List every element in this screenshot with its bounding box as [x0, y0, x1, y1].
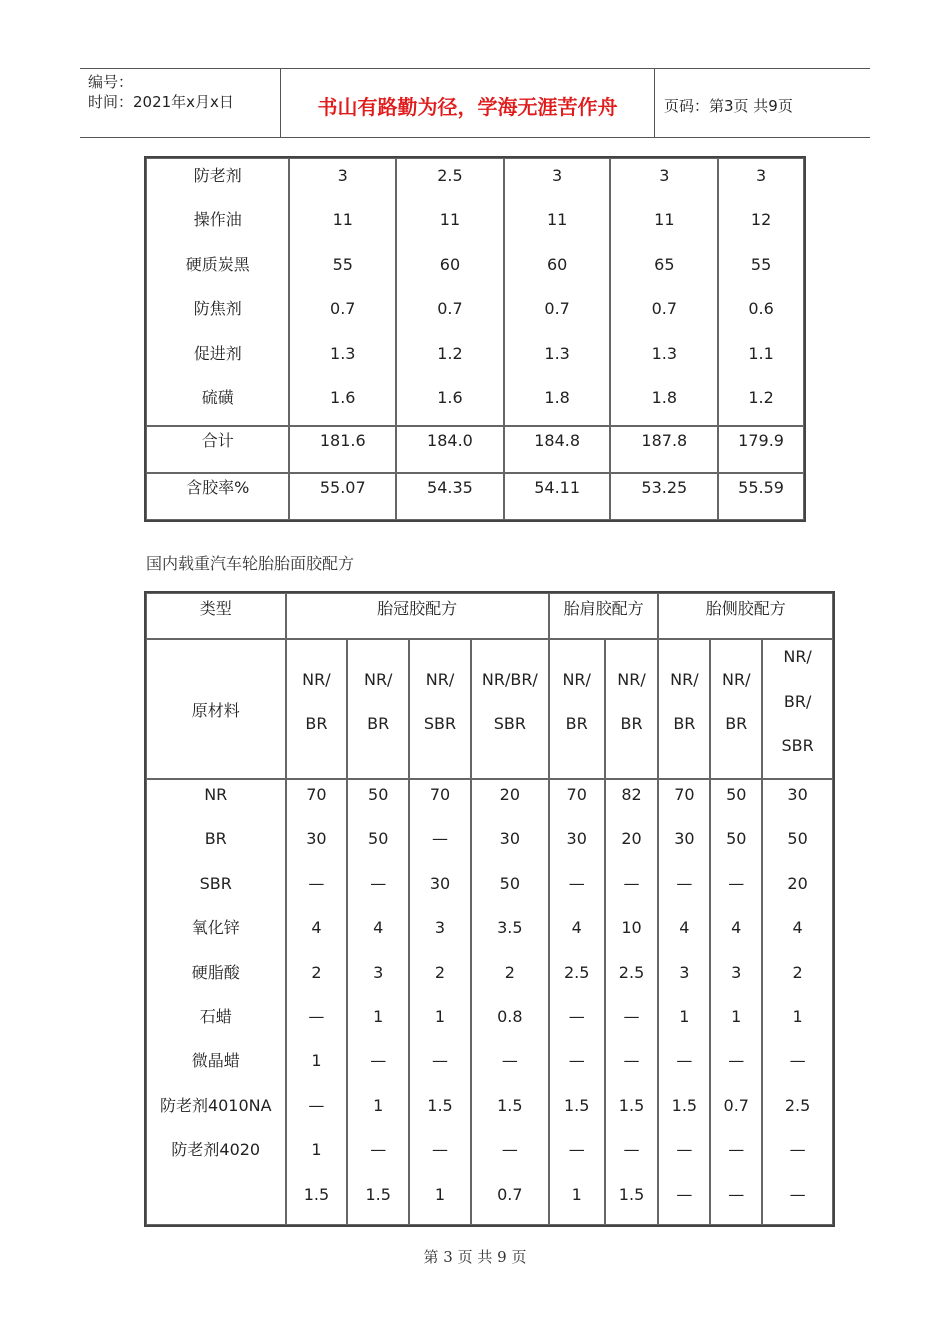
- table-cell: 3.5: [497, 918, 523, 938]
- subheader-line: NR/: [722, 669, 751, 689]
- formula-table-2: [144, 591, 835, 1227]
- table-cell: 20: [621, 829, 642, 849]
- table-cell: 1.2: [437, 343, 463, 363]
- table-cell: —: [308, 873, 325, 893]
- value-column: [409, 779, 471, 1225]
- subheader-line: BR: [620, 714, 643, 733]
- table-cell: 2: [504, 962, 515, 982]
- table-cell: 3: [659, 166, 670, 185]
- page-label: 页码：第3页 共9页: [664, 97, 793, 115]
- table-row: [146, 158, 804, 426]
- page-footer: 第 3 页 共 9 页: [423, 1248, 527, 1266]
- subheader-line: SBR: [781, 736, 814, 756]
- subheader-line: BR: [673, 714, 696, 733]
- row-label: 促进剂: [193, 343, 242, 363]
- table-cell: 1: [571, 1184, 582, 1204]
- row-label: [147, 1180, 285, 1224]
- table-cell: —: [728, 1184, 745, 1204]
- header-meta: [80, 69, 280, 137]
- subheader-line: SBR: [423, 714, 457, 733]
- table-cell: 2.5: [784, 1095, 811, 1115]
- group-side: 胎侧胶配方: [658, 593, 833, 639]
- value-column: [549, 779, 605, 1225]
- table-cell: 2.5: [618, 962, 645, 982]
- table-cell: 53.25: [610, 473, 718, 520]
- table-cell: 50: [368, 829, 389, 849]
- row-label: 微晶蜡: [191, 1051, 240, 1071]
- table-cell: 184.8: [504, 426, 611, 473]
- table-cell: 50: [726, 785, 747, 804]
- table-cell: —: [568, 1051, 585, 1071]
- table-cell: —: [676, 1051, 693, 1071]
- table-cell: 0.8: [497, 1006, 523, 1026]
- table-cell: 70: [566, 785, 587, 804]
- table-cell: —: [432, 1140, 449, 1160]
- table-cell: —: [568, 1006, 585, 1026]
- table-cell: 11: [332, 210, 353, 230]
- subheader-line: BR: [367, 714, 390, 733]
- value-column: [610, 158, 718, 426]
- table-cell: 1: [311, 1051, 322, 1071]
- table-cell: 4: [792, 918, 803, 938]
- row-label: SBR: [199, 873, 232, 893]
- subheader-line: BR: [565, 714, 588, 733]
- subheader-cell: [471, 639, 549, 779]
- table-cell: 54.35: [396, 473, 504, 520]
- table-cell: 1.8: [651, 387, 678, 407]
- table-cell: 1: [311, 1140, 322, 1160]
- subheader-cell: [286, 639, 348, 779]
- row-label: 硫磺: [201, 387, 234, 407]
- table-cell: 0.7: [437, 299, 463, 319]
- material-label: 原材料: [146, 639, 286, 779]
- table-cell: 1.5: [303, 1184, 330, 1204]
- table-cell: 4: [571, 918, 582, 938]
- table-cell: 179.9: [718, 426, 804, 473]
- table-cell: 50: [726, 829, 747, 849]
- subheader-cell: [710, 639, 762, 779]
- subheader-line: BR: [305, 714, 328, 733]
- header-page-cell: [654, 69, 870, 137]
- table-cell: 1.5: [427, 1095, 453, 1115]
- table-cell: —: [728, 873, 745, 893]
- table-cell: —: [370, 1140, 387, 1160]
- table-cell: 1.3: [330, 343, 356, 363]
- time-label: 时间：2021年x月x日: [88, 93, 234, 111]
- table-cell: 1.5: [497, 1095, 523, 1115]
- table-cell: —: [308, 1095, 325, 1115]
- table-cell: —: [308, 1006, 325, 1026]
- table-cell: —: [568, 1140, 585, 1160]
- table-cell: 3: [731, 962, 742, 982]
- table-cell: 55.59: [718, 473, 804, 520]
- table-cell: 0.6: [748, 299, 774, 319]
- table-cell: 3: [552, 166, 563, 185]
- table-cell: 4: [373, 918, 384, 938]
- table-cell: 50: [368, 785, 389, 804]
- table-cell: —: [728, 1140, 745, 1160]
- table-cell: 2.5: [563, 962, 590, 982]
- subheader-cell: [347, 639, 409, 779]
- table-cell: —: [676, 873, 693, 893]
- value-column: [658, 779, 710, 1225]
- table-cell: 55: [332, 254, 353, 274]
- table-cell: —: [568, 873, 585, 893]
- table-cell: 0.7: [330, 299, 356, 319]
- table-cell: 3: [679, 962, 690, 982]
- table-cell: —: [501, 1051, 518, 1071]
- table-cell: 55: [750, 254, 772, 274]
- row-label: 防老剂: [193, 166, 242, 185]
- table-cell: 1.8: [544, 387, 570, 407]
- table-cell: —: [370, 873, 387, 893]
- table-cell: 1: [731, 1006, 742, 1026]
- table-caption: 国内载重汽车轮胎胎面胶配方: [146, 554, 355, 573]
- table-cell: 54.11: [504, 473, 611, 520]
- table-cell: 1.5: [618, 1095, 645, 1115]
- table-cell: 1.6: [437, 387, 463, 407]
- table-cell: 82: [621, 785, 642, 804]
- table-cell: —: [623, 1051, 640, 1071]
- row-label: 氧化锌: [191, 918, 240, 938]
- table-cell: 1.5: [563, 1095, 590, 1115]
- table-cell: 1.1: [748, 343, 774, 363]
- table-cell: 1.5: [365, 1184, 391, 1204]
- row-label: 防老剂4010NA: [159, 1095, 272, 1115]
- table-cell: 1.5: [671, 1095, 698, 1115]
- row-label: 硬质炭黑: [185, 254, 250, 274]
- table-cell: 70: [674, 785, 695, 804]
- table-cell: —: [623, 873, 640, 893]
- table-cell: 55.07: [289, 473, 396, 520]
- table-cell: 60: [546, 254, 568, 274]
- page-header: [80, 68, 870, 138]
- value-column: [762, 779, 833, 1225]
- table-cell: 70: [306, 785, 327, 804]
- subheader-line: NR/: [425, 669, 455, 689]
- table-cell: 50: [787, 829, 808, 849]
- value-column: [347, 779, 409, 1225]
- table-cell: 3: [755, 166, 767, 185]
- group-shoulder: 胎肩胶配方: [549, 593, 659, 639]
- row-label: BR: [204, 829, 227, 849]
- subheader-line: BR: [725, 714, 748, 733]
- row-label: 石蜡: [199, 1006, 232, 1026]
- table-cell: 3: [373, 962, 384, 982]
- table-cell: —: [370, 1051, 387, 1071]
- subheader-row: [146, 639, 833, 779]
- table-cell: 0.7: [497, 1184, 523, 1204]
- total-label: 合计: [146, 426, 289, 473]
- row-labels-cell: [146, 158, 289, 426]
- rubber-label: 含胶率%: [146, 473, 289, 520]
- table-cell: 1: [792, 1006, 803, 1026]
- table-cell: —: [789, 1051, 806, 1071]
- value-column: [718, 158, 804, 426]
- table-cell: 30: [674, 829, 695, 849]
- table-cell: 20: [787, 873, 808, 893]
- table-cell: 1.3: [651, 343, 678, 363]
- table-cell: 20: [499, 785, 521, 804]
- table-cell: 181.6: [289, 426, 396, 473]
- value-column: [289, 158, 396, 426]
- subheader-line: NR/: [670, 669, 699, 689]
- header-motto: 书山有路勤为径，学海无涯苦作舟: [317, 95, 618, 119]
- table-cell: 11: [546, 210, 568, 230]
- row-label: 防老剂4020: [171, 1140, 261, 1160]
- table-cell: 2: [792, 962, 803, 982]
- subheader-line: NR/: [363, 669, 393, 689]
- subheader-cell: [549, 639, 605, 779]
- subheader-cell: [762, 639, 833, 779]
- table-cell: —: [676, 1184, 693, 1204]
- table-cell: —: [501, 1140, 518, 1160]
- table-cell: 1: [434, 1184, 446, 1204]
- table-cell: 1.5: [618, 1184, 645, 1204]
- table-cell: 1: [373, 1095, 384, 1115]
- table-cell: —: [623, 1006, 640, 1026]
- table-cell: 1: [373, 1006, 384, 1026]
- table-cell: —: [789, 1140, 806, 1160]
- table-cell: 4: [311, 918, 322, 938]
- table-cell: 30: [429, 873, 451, 893]
- value-column: [396, 158, 504, 426]
- table-cell: 4: [731, 918, 742, 938]
- table-cell: 11: [654, 210, 675, 230]
- table-cell: 12: [750, 210, 772, 230]
- type-label: 类型: [146, 593, 286, 639]
- value-column: [605, 779, 659, 1225]
- subheader-cell: [658, 639, 710, 779]
- subheader-line: NR/: [302, 669, 331, 689]
- table-cell: 50: [499, 873, 521, 893]
- table-cell: 30: [566, 829, 587, 849]
- table-cell: 2.5: [437, 166, 463, 185]
- table-cell: 10: [621, 918, 642, 938]
- table-cell: 60: [439, 254, 461, 274]
- formula-table-1: [144, 156, 806, 522]
- table-cell: 0.7: [544, 299, 570, 319]
- row-label: 硬脂酸: [191, 962, 240, 982]
- table-cell: 65: [654, 254, 675, 274]
- table-cell: 30: [787, 785, 808, 804]
- table-cell: 0.7: [723, 1095, 749, 1115]
- table-cell: 184.0: [396, 426, 504, 473]
- table-cell: 1: [434, 1006, 446, 1026]
- table-cell: —: [623, 1140, 640, 1160]
- table-cell: 30: [306, 829, 327, 849]
- number-label: 编号：: [88, 73, 134, 91]
- table-cell: 11: [439, 210, 461, 230]
- subheader-line: NR/: [783, 647, 812, 667]
- row-labels-cell: [146, 779, 286, 1225]
- rubber-content-row: [146, 473, 804, 520]
- table-cell: 1: [679, 1006, 690, 1026]
- header-motto-cell: [280, 69, 655, 137]
- row-label: 操作油: [193, 210, 242, 230]
- subheader-cell: [605, 639, 659, 779]
- table-cell: 30: [499, 829, 521, 849]
- total-row: [146, 426, 804, 473]
- group-header-row: [146, 593, 833, 639]
- value-column: [710, 779, 762, 1225]
- data-row: [146, 779, 833, 1225]
- subheader-line: NR/BR/: [481, 669, 538, 689]
- table-cell: 2: [434, 962, 446, 982]
- table-cell: 187.8: [610, 426, 718, 473]
- value-column: [471, 779, 549, 1225]
- table-cell: —: [728, 1051, 745, 1071]
- table-cell: 3: [434, 918, 446, 938]
- table-cell: —: [432, 1051, 449, 1071]
- table-cell: —: [432, 829, 449, 849]
- table-cell: 1.6: [330, 387, 356, 407]
- table-cell: —: [789, 1184, 806, 1204]
- table-cell: —: [676, 1140, 693, 1160]
- group-crown: 胎冠胶配方: [286, 593, 549, 639]
- row-label: NR: [204, 785, 228, 804]
- table-cell: 3: [337, 166, 348, 185]
- table-cell: 4: [679, 918, 690, 938]
- table-cell: 1.3: [544, 343, 570, 363]
- table-cell: 0.7: [651, 299, 678, 319]
- value-column: [504, 158, 611, 426]
- value-column: [286, 779, 348, 1225]
- table-cell: 2: [311, 962, 322, 982]
- row-label: 防焦剂: [193, 299, 242, 319]
- subheader-line: NR/: [617, 669, 646, 689]
- subheader-line: NR/: [562, 669, 591, 689]
- table-cell: 1.2: [748, 387, 774, 407]
- subheader-line: BR/: [783, 691, 812, 711]
- table-cell: 70: [429, 785, 451, 804]
- subheader-line: SBR: [493, 714, 526, 733]
- subheader-cell: [409, 639, 471, 779]
